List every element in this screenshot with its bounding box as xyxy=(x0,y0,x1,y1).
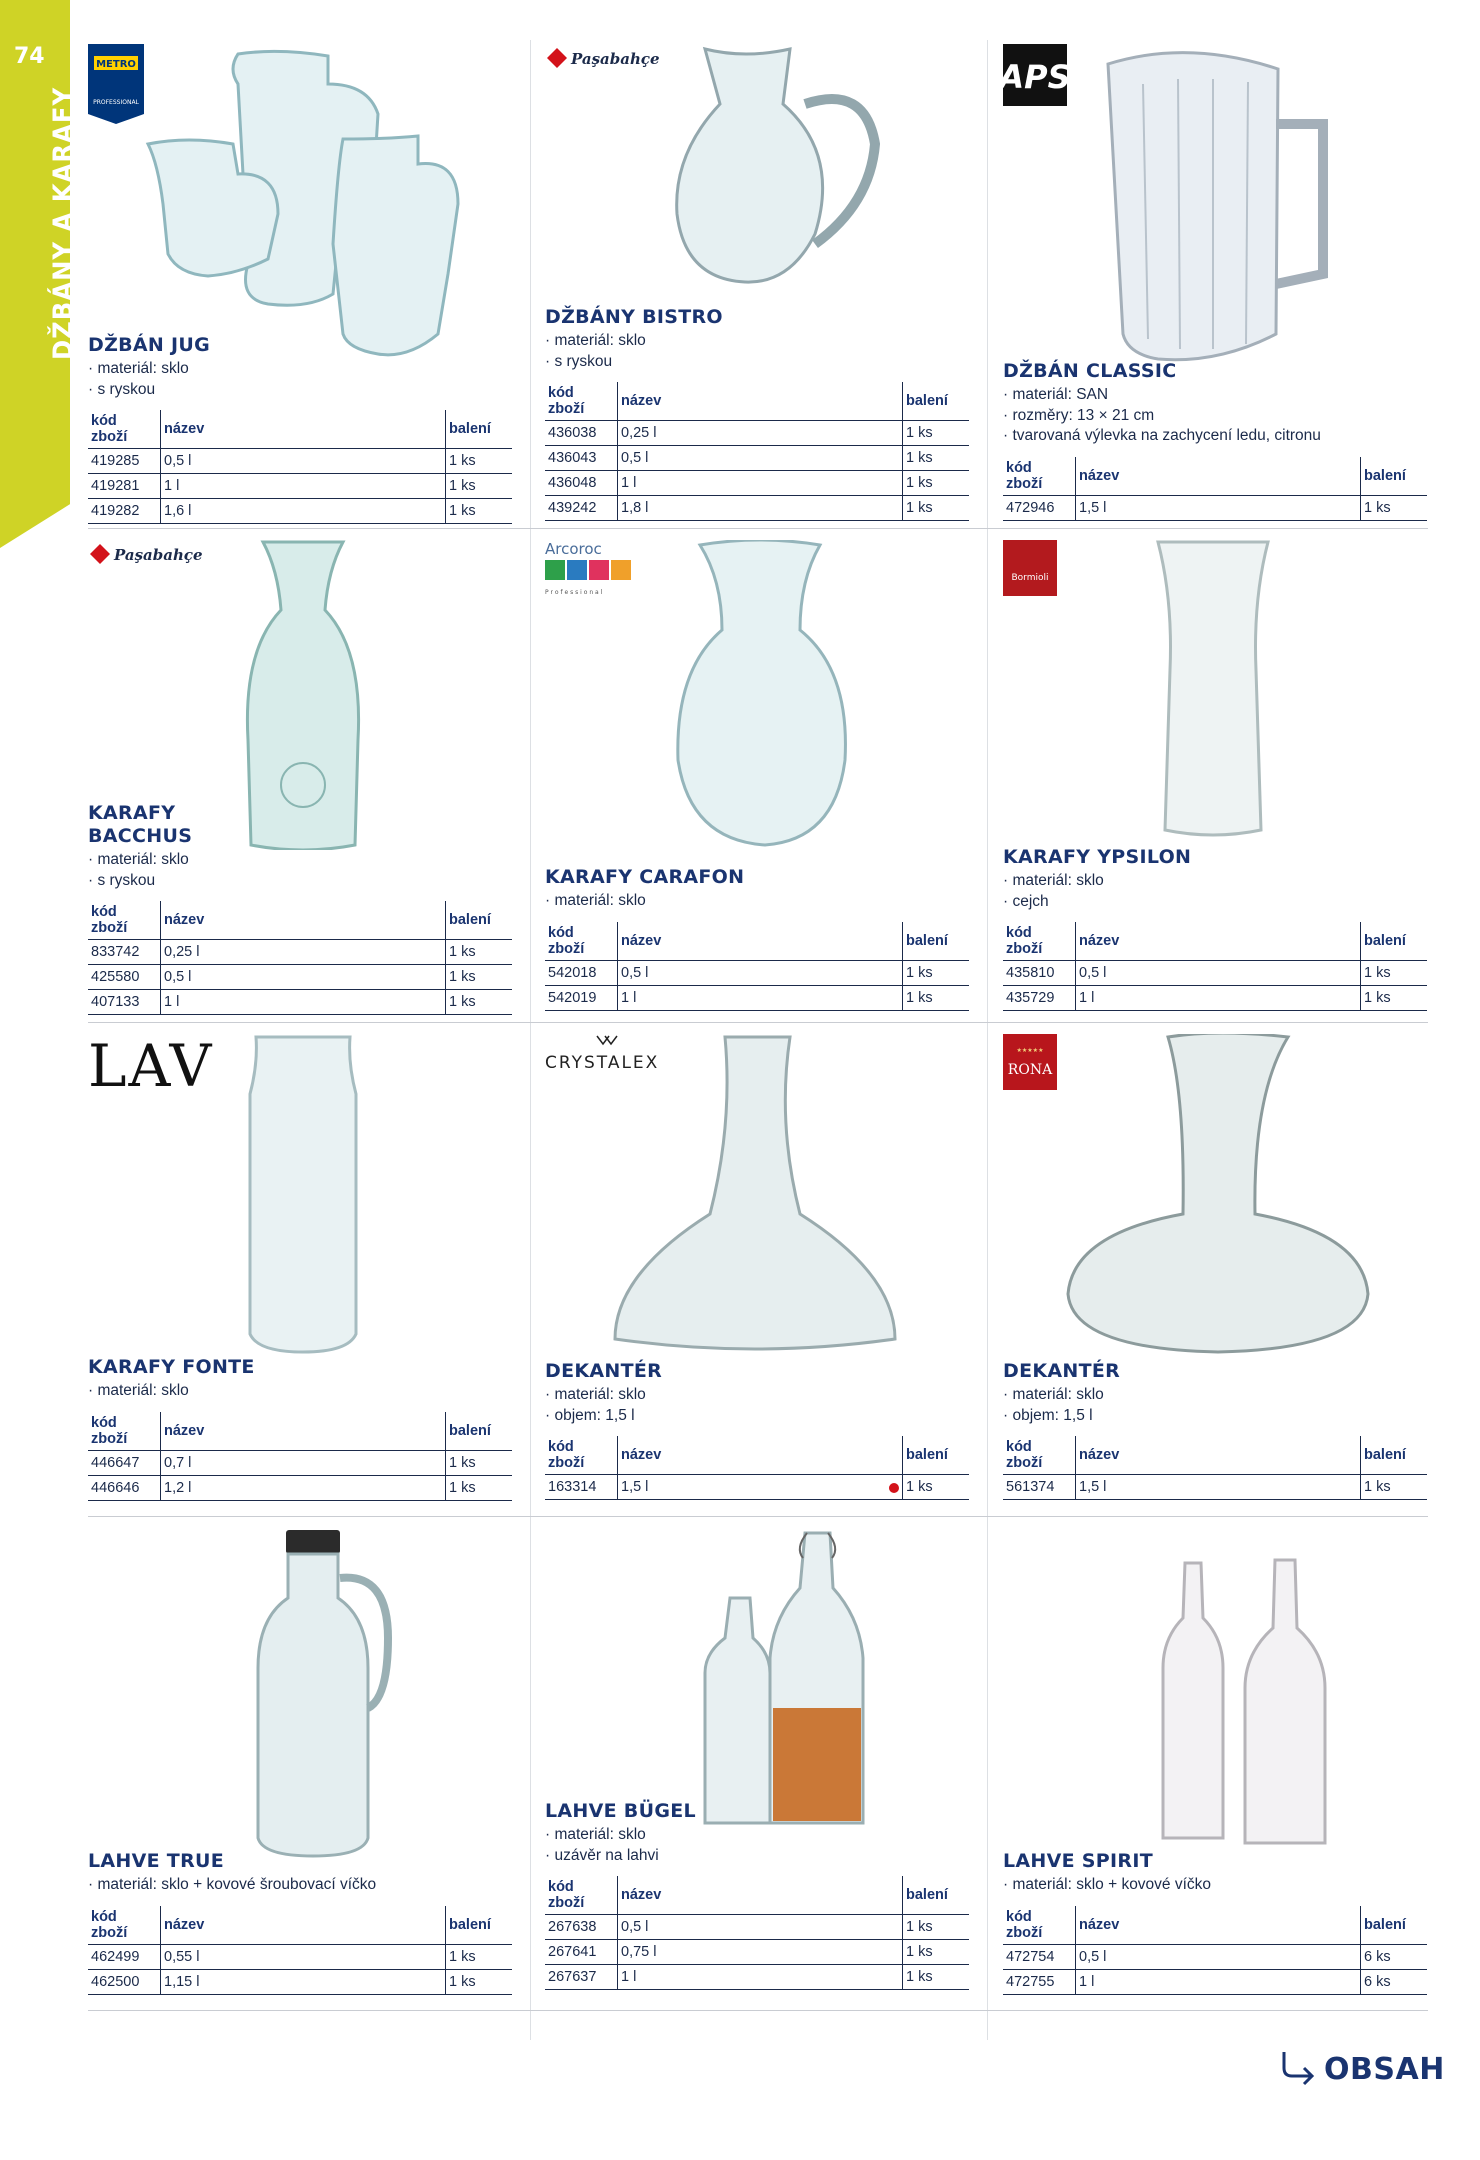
cell-pack: 1 ks xyxy=(446,499,513,524)
row-divider xyxy=(88,1516,1428,1517)
cell-pack: 1 ks xyxy=(903,496,970,521)
product-photo-carafe xyxy=(1153,540,1273,845)
cell-name: 0,5 l xyxy=(161,965,446,990)
product-table xyxy=(88,901,512,1015)
cell-name: 0,5 l xyxy=(618,960,903,985)
product-table xyxy=(545,1436,969,1500)
product-feature: · s ryskou xyxy=(88,380,528,401)
header-pack: balení xyxy=(903,922,970,961)
cell-code: 542018 xyxy=(545,960,618,985)
product-feature: · tvarovaná výlevka na zachycení ledu, citronu xyxy=(1003,426,1443,447)
product-photo-bottles xyxy=(695,1528,885,1833)
cell-name: 1 l xyxy=(618,1965,903,1990)
cell-code: 435729 xyxy=(1003,986,1076,1011)
product-card xyxy=(545,1034,975,1504)
table-row xyxy=(1003,961,1427,986)
cell-pack: 1 ks xyxy=(903,985,970,1010)
cell-code: 542019 xyxy=(545,985,618,1010)
cell-code: 472754 xyxy=(1003,1944,1076,1969)
product-feature: · materiál: sklo xyxy=(545,1385,985,1406)
product-feature: · materiál: sklo xyxy=(88,850,528,871)
red-dot-icon xyxy=(889,1483,899,1493)
product-card xyxy=(88,540,518,1010)
header-code: kód zboží xyxy=(545,922,618,961)
header-name: název xyxy=(618,382,903,421)
product-photo-decanter xyxy=(605,1034,905,1359)
cell-name: 1 l xyxy=(1076,986,1361,1011)
product-feature: · objem: 1,5 l xyxy=(1003,1406,1443,1427)
product-feature: · materiál: sklo xyxy=(545,891,985,912)
product-feature: · materiál: sklo xyxy=(88,1381,528,1402)
row-divider xyxy=(88,1022,1428,1023)
product-feature: · rozměry: 13 × 21 cm xyxy=(1003,406,1443,427)
product-title: KARAFY BACCHUS xyxy=(88,802,193,847)
product-table xyxy=(88,1412,512,1501)
cell-code: 436038 xyxy=(545,421,618,446)
cell-code: 436048 xyxy=(545,471,618,496)
product-table xyxy=(88,1906,512,1995)
cell-pack: 1 ks xyxy=(903,960,970,985)
cell-code: 435810 xyxy=(1003,961,1076,986)
svg-text:Paşabahçe: Paşabahçe xyxy=(571,50,660,68)
header-name: název xyxy=(161,1412,446,1451)
cell-code: 472755 xyxy=(1003,1969,1076,1994)
cell-code: 472946 xyxy=(1003,495,1076,520)
header-pack: balení xyxy=(903,1876,970,1915)
header-code: kód zboží xyxy=(88,410,161,449)
product-title: DŽBÁN CLASSIC xyxy=(1003,360,1177,382)
product-card xyxy=(88,44,518,524)
table-row xyxy=(88,1475,512,1500)
product-card xyxy=(545,44,975,524)
cell-name: 0,5 l xyxy=(161,449,446,474)
cell-name: 1 l xyxy=(161,990,446,1015)
cell-pack: 6 ks xyxy=(1361,1969,1428,1994)
product-feature: · materiál: sklo xyxy=(1003,871,1443,892)
cell-name: 1 l xyxy=(618,985,903,1010)
product-card xyxy=(88,1528,518,1998)
cell-code: 833742 xyxy=(88,940,161,965)
product-photo-bottles xyxy=(1153,1558,1333,1853)
row-divider xyxy=(88,528,1428,529)
cell-code: 163314 xyxy=(545,1475,618,1500)
brand-logo-aps xyxy=(1003,44,1069,111)
cell-name: 1 l xyxy=(161,474,446,499)
product-photo-bottle xyxy=(238,1528,408,1863)
product-feature: · materiál: sklo xyxy=(545,331,985,352)
cell-name xyxy=(618,1475,903,1500)
cell-name: 0,55 l xyxy=(161,1944,446,1969)
svg-text:RONA: RONA xyxy=(1007,1062,1053,1078)
table-row xyxy=(545,1915,969,1940)
cell-pack: 1 ks xyxy=(446,965,513,990)
brand-logo-rona xyxy=(1003,1034,1059,1095)
product-table xyxy=(545,382,969,521)
header-pack: balení xyxy=(446,1412,513,1451)
cell-name: 0,5 l xyxy=(1076,1944,1361,1969)
cell-pack: 1 ks xyxy=(903,446,970,471)
table-row xyxy=(88,940,512,965)
product-title: KARAFY CARAFON xyxy=(545,866,745,888)
svg-text:PROFESSIONAL: PROFESSIONAL xyxy=(93,99,139,106)
cell-pack: 1 ks xyxy=(903,1940,970,1965)
cell-pack: 1 ks xyxy=(1361,1475,1428,1500)
product-title: LAHVE SPIRIT xyxy=(1003,1850,1153,1872)
cell-code: 267638 xyxy=(545,1915,618,1940)
table-row xyxy=(88,990,512,1015)
product-feature: · materiál: SAN xyxy=(1003,385,1443,406)
product-table xyxy=(1003,1436,1427,1500)
product-card xyxy=(1003,1528,1433,1998)
cell-name: 1 l xyxy=(618,471,903,496)
cell-pack: 1 ks xyxy=(446,1969,513,1994)
svg-text:LAV: LAV xyxy=(88,1034,214,1094)
header-code: kód zboží xyxy=(88,1906,161,1945)
table-row xyxy=(545,446,969,471)
product-card xyxy=(1003,1034,1433,1504)
cell-pack: 1 ks xyxy=(903,421,970,446)
cell-name: 0,25 l xyxy=(161,940,446,965)
cell-pack: 1 ks xyxy=(903,1915,970,1940)
cell-name: 1,2 l xyxy=(161,1475,446,1500)
contents-link-label: OBSAH xyxy=(1324,2052,1445,2087)
header-pack: balení xyxy=(1361,1436,1428,1475)
section-title: DŽBÁNY A KARAFY xyxy=(48,86,79,360)
brand-logo-arcoroc xyxy=(545,540,635,605)
header-name: název xyxy=(161,410,446,449)
header-name: název xyxy=(618,922,903,961)
cell-code: 446646 xyxy=(88,1475,161,1500)
table-row xyxy=(1003,495,1427,520)
table-row xyxy=(88,499,512,524)
product-feature: · s ryskou xyxy=(545,352,985,373)
product-title: DŽBÁNY BISTRO xyxy=(545,306,723,328)
svg-text:P r o f e s s i o n a l: P r o f e s s i o n a l xyxy=(545,589,603,596)
cell-pack: 1 ks xyxy=(446,990,513,1015)
cell-code: 419282 xyxy=(88,499,161,524)
table-row xyxy=(88,1450,512,1475)
product-card xyxy=(88,1034,518,1504)
header-code: kód zboží xyxy=(88,1412,161,1451)
table-row xyxy=(1003,1969,1427,1994)
header-name: název xyxy=(1076,1436,1361,1475)
product-feature: · uzávěr na lahvi xyxy=(545,1846,985,1867)
cell-pack: 1 ks xyxy=(446,449,513,474)
header-name: název xyxy=(1076,922,1361,961)
header-code: kód zboží xyxy=(545,382,618,421)
header-code: kód zboží xyxy=(1003,1906,1076,1945)
page-number: 74 xyxy=(14,44,45,69)
product-table xyxy=(545,922,969,1011)
table-row xyxy=(1003,1944,1427,1969)
table-row xyxy=(545,960,969,985)
cell-pack: 1 ks xyxy=(903,1965,970,1990)
header-pack: balení xyxy=(446,1906,513,1945)
product-table xyxy=(88,410,512,524)
header-name: název xyxy=(618,1876,903,1915)
header-code: kód zboží xyxy=(1003,457,1076,496)
cell-name: 0,5 l xyxy=(1076,961,1361,986)
product-photo-carafe xyxy=(238,1034,368,1359)
table-row xyxy=(88,474,512,499)
brand-logo-pasabahce xyxy=(88,540,218,575)
table-row xyxy=(1003,986,1427,1011)
row-divider xyxy=(88,2010,1428,2011)
header-pack: balení xyxy=(1361,1906,1428,1945)
product-feature: · materiál: sklo + kovové víčko xyxy=(1003,1875,1443,1896)
cell-code: 267641 xyxy=(545,1940,618,1965)
product-card xyxy=(1003,540,1433,1010)
product-photo-jugs xyxy=(128,44,498,374)
product-table xyxy=(1003,1906,1427,1995)
cell-code: 561374 xyxy=(1003,1475,1076,1500)
table-row xyxy=(545,496,969,521)
cell-name: 0,25 l xyxy=(618,421,903,446)
cell-name: 0,75 l xyxy=(618,1940,903,1965)
product-table xyxy=(1003,922,1427,1011)
product-feature: · materiál: sklo xyxy=(1003,1385,1443,1406)
product-card xyxy=(1003,44,1433,524)
table-row xyxy=(545,421,969,446)
brand-logo-bormioli xyxy=(1003,540,1059,601)
product-title: DEKANTÉR xyxy=(545,1360,663,1382)
product-card xyxy=(545,540,975,1010)
svg-text:Arcoroc: Arcoroc xyxy=(545,540,602,558)
header-name: název xyxy=(1076,1906,1361,1945)
header-pack: balení xyxy=(903,382,970,421)
svg-text:★★★★★: ★★★★★ xyxy=(1016,1047,1044,1054)
product-table xyxy=(545,1876,969,1990)
cell-name: 1,5 l xyxy=(1076,1475,1361,1500)
cell-name: 0,5 l xyxy=(618,446,903,471)
header-pack: balení xyxy=(1361,922,1428,961)
cell-name: 0,7 l xyxy=(161,1450,446,1475)
cell-code: 419285 xyxy=(88,449,161,474)
cell-name: 1,8 l xyxy=(618,496,903,521)
product-title: LAHVE TRUE xyxy=(88,1850,225,1872)
product-photo-pitcher xyxy=(1098,44,1338,369)
product-title: KARAFY FONTE xyxy=(88,1356,255,1378)
cell-name: 1,6 l xyxy=(161,499,446,524)
cell-code: 436043 xyxy=(545,446,618,471)
product-feature: · cejch xyxy=(1003,892,1443,913)
cell-code: 419281 xyxy=(88,474,161,499)
product-table xyxy=(1003,457,1427,521)
table-row xyxy=(545,1965,969,1990)
cell-pack: 1 ks xyxy=(446,474,513,499)
cell-name: 1,15 l xyxy=(161,1969,446,1994)
table-row xyxy=(545,1940,969,1965)
cell-name-text: 1,5 l xyxy=(621,1479,649,1495)
product-photo-jug xyxy=(665,44,925,299)
product-feature: · materiál: sklo xyxy=(88,359,528,380)
header-name: název xyxy=(618,1436,903,1475)
cell-pack: 1 ks xyxy=(1361,961,1428,986)
cell-code: 439242 xyxy=(545,496,618,521)
product-title: LAHVE BÜGEL xyxy=(545,1800,696,1822)
header-pack: balení xyxy=(446,901,513,940)
cell-code: 407133 xyxy=(88,990,161,1015)
table-row xyxy=(1003,1475,1427,1500)
header-code: kód zboží xyxy=(88,901,161,940)
header-name: název xyxy=(161,901,446,940)
cell-name: 1,5 l xyxy=(1076,495,1361,520)
product-photo-decanter xyxy=(1063,1034,1373,1359)
product-title: DEKANTÉR xyxy=(1003,1360,1121,1382)
header-pack: balení xyxy=(446,410,513,449)
table-row xyxy=(545,471,969,496)
svg-text:METRO: METRO xyxy=(96,59,136,70)
return-arrow-icon xyxy=(1280,2048,1318,2091)
table-row xyxy=(88,965,512,990)
cell-code: 462499 xyxy=(88,1944,161,1969)
header-code: kód zboží xyxy=(545,1436,618,1475)
header-name: název xyxy=(161,1906,446,1945)
product-feature: · materiál: sklo + kovové šroubovací víčko xyxy=(88,1875,528,1896)
product-card xyxy=(545,1528,975,1998)
cell-pack: 1 ks xyxy=(903,1475,970,1500)
column-divider xyxy=(987,40,988,2040)
cell-name: 1 l xyxy=(1076,1969,1361,1994)
cell-pack: 1 ks xyxy=(1361,495,1428,520)
table-row xyxy=(545,1475,969,1500)
brand-logo-lav xyxy=(88,1034,218,1099)
cell-pack: 1 ks xyxy=(903,471,970,496)
product-feature: · s ryskou xyxy=(88,871,528,892)
cell-pack: 1 ks xyxy=(1361,986,1428,1011)
cell-code: 462500 xyxy=(88,1969,161,1994)
header-name: název xyxy=(1076,457,1361,496)
table-row xyxy=(545,985,969,1010)
cell-code: 267637 xyxy=(545,1965,618,1990)
header-code: kód zboží xyxy=(545,1876,618,1915)
header-pack: balení xyxy=(1361,457,1428,496)
header-code: kód zboží xyxy=(1003,1436,1076,1475)
product-photo-carafe xyxy=(670,540,850,855)
product-title: KARAFY YPSILON xyxy=(1003,846,1192,868)
cell-pack: 6 ks xyxy=(1361,1944,1428,1969)
header-pack: balení xyxy=(903,1436,970,1475)
header-code: kód zboží xyxy=(1003,922,1076,961)
cell-pack: 1 ks xyxy=(446,1944,513,1969)
product-feature: · objem: 1,5 l xyxy=(545,1406,985,1427)
cell-pack: 1 ks xyxy=(446,1475,513,1500)
svg-text:Paşabahçe: Paşabahçe xyxy=(114,546,203,564)
table-row xyxy=(88,449,512,474)
column-divider xyxy=(530,40,531,2040)
svg-text:Bormioli: Bormioli xyxy=(1011,573,1049,583)
table-row xyxy=(88,1969,512,1994)
cell-pack: 1 ks xyxy=(446,940,513,965)
svg-text:APS: APS xyxy=(1003,58,1069,96)
svg-text:CRYSTALEX: CRYSTALEX xyxy=(545,1053,660,1073)
product-title: DŽBÁN JUG xyxy=(88,334,211,356)
cell-name: 0,5 l xyxy=(618,1915,903,1940)
product-feature: · materiál: sklo xyxy=(545,1825,985,1846)
contents-link[interactable] xyxy=(1280,2048,1445,2091)
cell-code: 446647 xyxy=(88,1450,161,1475)
table-row xyxy=(88,1944,512,1969)
cell-code: 425580 xyxy=(88,965,161,990)
brand-logo-pasabahce xyxy=(545,44,675,79)
cell-pack: 1 ks xyxy=(446,1450,513,1475)
